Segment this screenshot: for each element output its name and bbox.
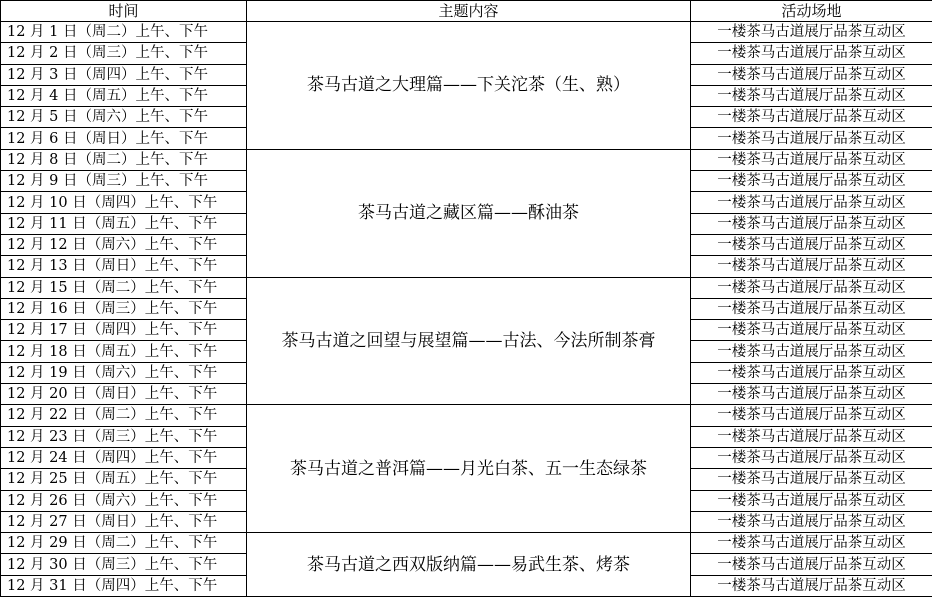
topic-cell: 茶马古道之西双版纳篇——易武生茶、烤茶: [247, 533, 691, 597]
time-cell: 12 月 30 日（周三）上午、下午: [1, 554, 247, 575]
venue-cell: 一楼茶马古道展厅品茶互动区: [691, 298, 932, 319]
venue-cell: 一楼茶马古道展厅品茶互动区: [691, 554, 932, 575]
time-cell: 12 月 25 日（周五）上午、下午: [1, 469, 247, 490]
venue-cell: 一楼茶马古道展厅品茶互动区: [691, 341, 932, 362]
venue-cell: 一楼茶马古道展厅品茶互动区: [691, 575, 932, 596]
venue-cell: 一楼茶马古道展厅品茶互动区: [691, 533, 932, 554]
topic-cell: 茶马古道之大理篇——下关沱茶（生、熟）: [247, 22, 691, 150]
topic-cell: 茶马古道之普洱篇——月光白茶、五一生态绿茶: [247, 405, 691, 533]
header-venue: 活动场地: [691, 1, 932, 22]
time-cell: 12 月 27 日（周日）上午、下午: [1, 511, 247, 532]
time-cell: 12 月 9 日（周三）上午、下午: [1, 171, 247, 192]
time-cell: 12 月 23 日（周三）上午、下午: [1, 426, 247, 447]
header-topic: 主题内容: [247, 1, 691, 22]
table-row: [1, 149, 932, 170]
time-cell: 12 月 5 日（周六）上午、下午: [1, 107, 247, 128]
time-cell: 12 月 20 日（周日）上午、下午: [1, 384, 247, 405]
table-row: [1, 277, 932, 298]
time-cell: 12 月 4 日（周五）上午、下午: [1, 85, 247, 106]
venue-cell: 一楼茶马古道展厅品茶互动区: [691, 192, 932, 213]
time-cell: 12 月 8 日（周二）上午、下午: [1, 149, 247, 170]
topic-cell: 茶马古道之藏区篇——酥油茶: [247, 149, 691, 277]
table-header: [1, 1, 932, 22]
table-row: [1, 405, 932, 426]
time-cell: 12 月 31 日（周四）上午、下午: [1, 575, 247, 596]
time-cell: 12 月 6 日（周日）上午、下午: [1, 128, 247, 149]
time-cell: 12 月 3 日（周四）上午、下午: [1, 64, 247, 85]
time-cell: 12 月 13 日（周日）上午、下午: [1, 256, 247, 277]
time-cell: 12 月 26 日（周六）上午、下午: [1, 490, 247, 511]
venue-cell: 一楼茶马古道展厅品茶互动区: [691, 234, 932, 255]
venue-cell: 一楼茶马古道展厅品茶互动区: [691, 384, 932, 405]
venue-cell: 一楼茶马古道展厅品茶互动区: [691, 362, 932, 383]
time-cell: 12 月 22 日（周二）上午、下午: [1, 405, 247, 426]
venue-cell: 一楼茶马古道展厅品茶互动区: [691, 405, 932, 426]
venue-cell: 一楼茶马古道展厅品茶互动区: [691, 277, 932, 298]
time-cell: 12 月 2 日（周三）上午、下午: [1, 43, 247, 64]
venue-cell: 一楼茶马古道展厅品茶互动区: [691, 320, 932, 341]
venue-cell: 一楼茶马古道展厅品茶互动区: [691, 149, 932, 170]
header-row: [1, 1, 932, 22]
table-row: [1, 533, 932, 554]
venue-cell: 一楼茶马古道展厅品茶互动区: [691, 171, 932, 192]
venue-cell: 一楼茶马古道展厅品茶互动区: [691, 447, 932, 468]
header-time: 时间: [1, 1, 247, 22]
time-cell: 12 月 12 日（周六）上午、下午: [1, 234, 247, 255]
time-cell: 12 月 10 日（周四）上午、下午: [1, 192, 247, 213]
table-row: [1, 22, 932, 43]
venue-cell: 一楼茶马古道展厅品茶互动区: [691, 107, 932, 128]
venue-cell: 一楼茶马古道展厅品茶互动区: [691, 22, 932, 43]
venue-cell: 一楼茶马古道展厅品茶互动区: [691, 128, 932, 149]
time-cell: 12 月 15 日（周二）上午、下午: [1, 277, 247, 298]
venue-cell: 一楼茶马古道展厅品茶互动区: [691, 469, 932, 490]
time-cell: 12 月 24 日（周四）上午、下午: [1, 447, 247, 468]
venue-cell: 一楼茶马古道展厅品茶互动区: [691, 511, 932, 532]
venue-cell: 一楼茶马古道展厅品茶互动区: [691, 43, 932, 64]
time-cell: 12 月 1 日（周二）上午、下午: [1, 22, 247, 43]
time-cell: 12 月 16 日（周三）上午、下午: [1, 298, 247, 319]
table-body: [1, 22, 932, 597]
time-cell: 12 月 18 日（周五）上午、下午: [1, 341, 247, 362]
time-cell: 12 月 17 日（周四）上午、下午: [1, 320, 247, 341]
time-cell: 12 月 29 日（周二）上午、下午: [1, 533, 247, 554]
venue-cell: 一楼茶马古道展厅品茶互动区: [691, 85, 932, 106]
venue-cell: 一楼茶马古道展厅品茶互动区: [691, 490, 932, 511]
venue-cell: 一楼茶马古道展厅品茶互动区: [691, 426, 932, 447]
venue-cell: 一楼茶马古道展厅品茶互动区: [691, 213, 932, 234]
venue-cell: 一楼茶马古道展厅品茶互动区: [691, 64, 932, 85]
time-cell: 12 月 11 日（周五）上午、下午: [1, 213, 247, 234]
topic-cell: 茶马古道之回望与展望篇——古法、今法所制茶膏: [247, 277, 691, 405]
venue-cell: 一楼茶马古道展厅品茶互动区: [691, 256, 932, 277]
time-cell: 12 月 19 日（周六）上午、下午: [1, 362, 247, 383]
